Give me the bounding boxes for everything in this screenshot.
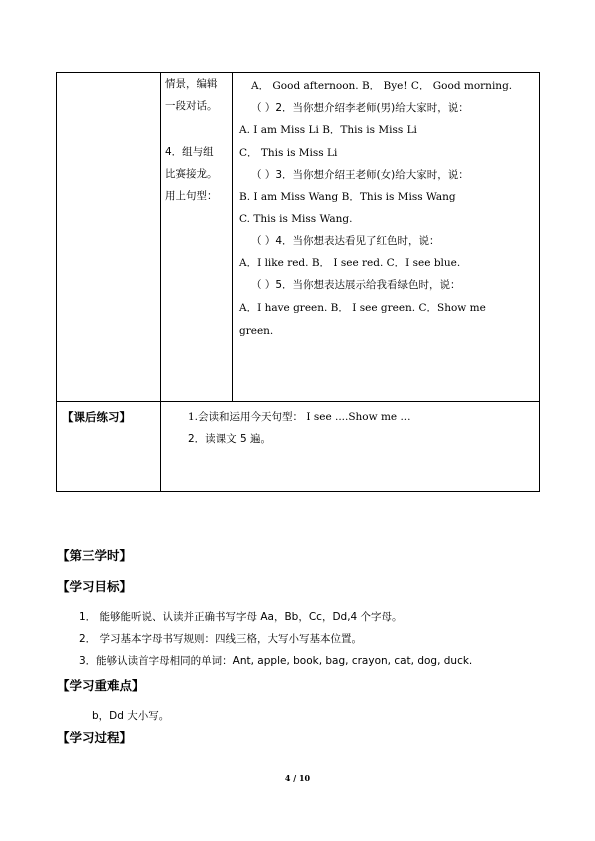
exercise-line: （ ）4．当你想表达看见了红色时，说： [251, 235, 440, 247]
keypoints-text: b，Dd 大小写。 [92, 710, 170, 722]
exercise-line: A． Good afternoon. B． Bye! C． Good morning. [251, 80, 513, 92]
homework-line: 2．读课文 5 遍。 [188, 433, 272, 445]
table-border-left [56, 72, 57, 492]
table-col-divider-2 [232, 72, 233, 401]
homework-label: 【课后练习】 [62, 410, 131, 424]
objective-item: 1． 能够能听说、认读并正确书写字母 Aa，Bb，Cc，Dd,4 个字母。 [79, 611, 403, 623]
exercise-line: C. This is Miss Wang. [239, 213, 353, 225]
table-row-divider [56, 401, 540, 402]
table-border-bottom [56, 491, 540, 492]
exercise-line: green. [239, 325, 274, 337]
activity-line: 4．组与组 [165, 146, 214, 158]
lesson-table [56, 72, 540, 492]
exercise-line: （ ）5．当你想表达展示给我看绿色时，说： [251, 279, 461, 291]
exercise-line: B. I am Miss Wang B．This is Miss Wang [239, 191, 456, 203]
activity-line: 一段对话。 [165, 100, 218, 112]
objectives-title: 【学习目标】 [57, 579, 133, 594]
exercise-line: C． This is Miss Li [239, 147, 338, 159]
table-col-divider-1 [160, 72, 161, 492]
table-border-right [539, 72, 540, 492]
exercise-line: A．I have green. B． I see green. C．Show me [239, 302, 486, 314]
activity-line: 情景，编辑 [165, 78, 218, 90]
activity-line: 用上句型： [165, 190, 218, 202]
objective-item: 2． 学习基本字母书写规则：四线三格，大写小写基本位置。 [79, 633, 363, 645]
table-border-top [56, 72, 540, 73]
period-title: 【第三学时】 [57, 548, 133, 563]
keypoints-title: 【学习重难点】 [57, 678, 145, 693]
activity-line: 比赛接龙。 [165, 168, 218, 180]
exercise-line: （ ）2．当你想介绍李老师(男)给大家时，说： [251, 102, 469, 114]
exercise-line: A. I am Miss Li B．This is Miss Li [239, 124, 417, 136]
homework-line: 1.会读和运用今天句型： I see ....Show me ... [188, 411, 411, 423]
process-title: 【学习过程】 [57, 730, 133, 745]
objective-item: 3．能够认读首字母相同的单词：Ant, apple, book, bag, crayon, cat, dog, duck. [79, 655, 473, 667]
exercise-line: A．I like red. B． I see red. C．I see blue. [239, 257, 461, 269]
exercise-line: （ ）3．当你想介绍王老师(女)给大家时，说： [251, 169, 469, 181]
page-number: 4 / 10 [284, 773, 311, 783]
